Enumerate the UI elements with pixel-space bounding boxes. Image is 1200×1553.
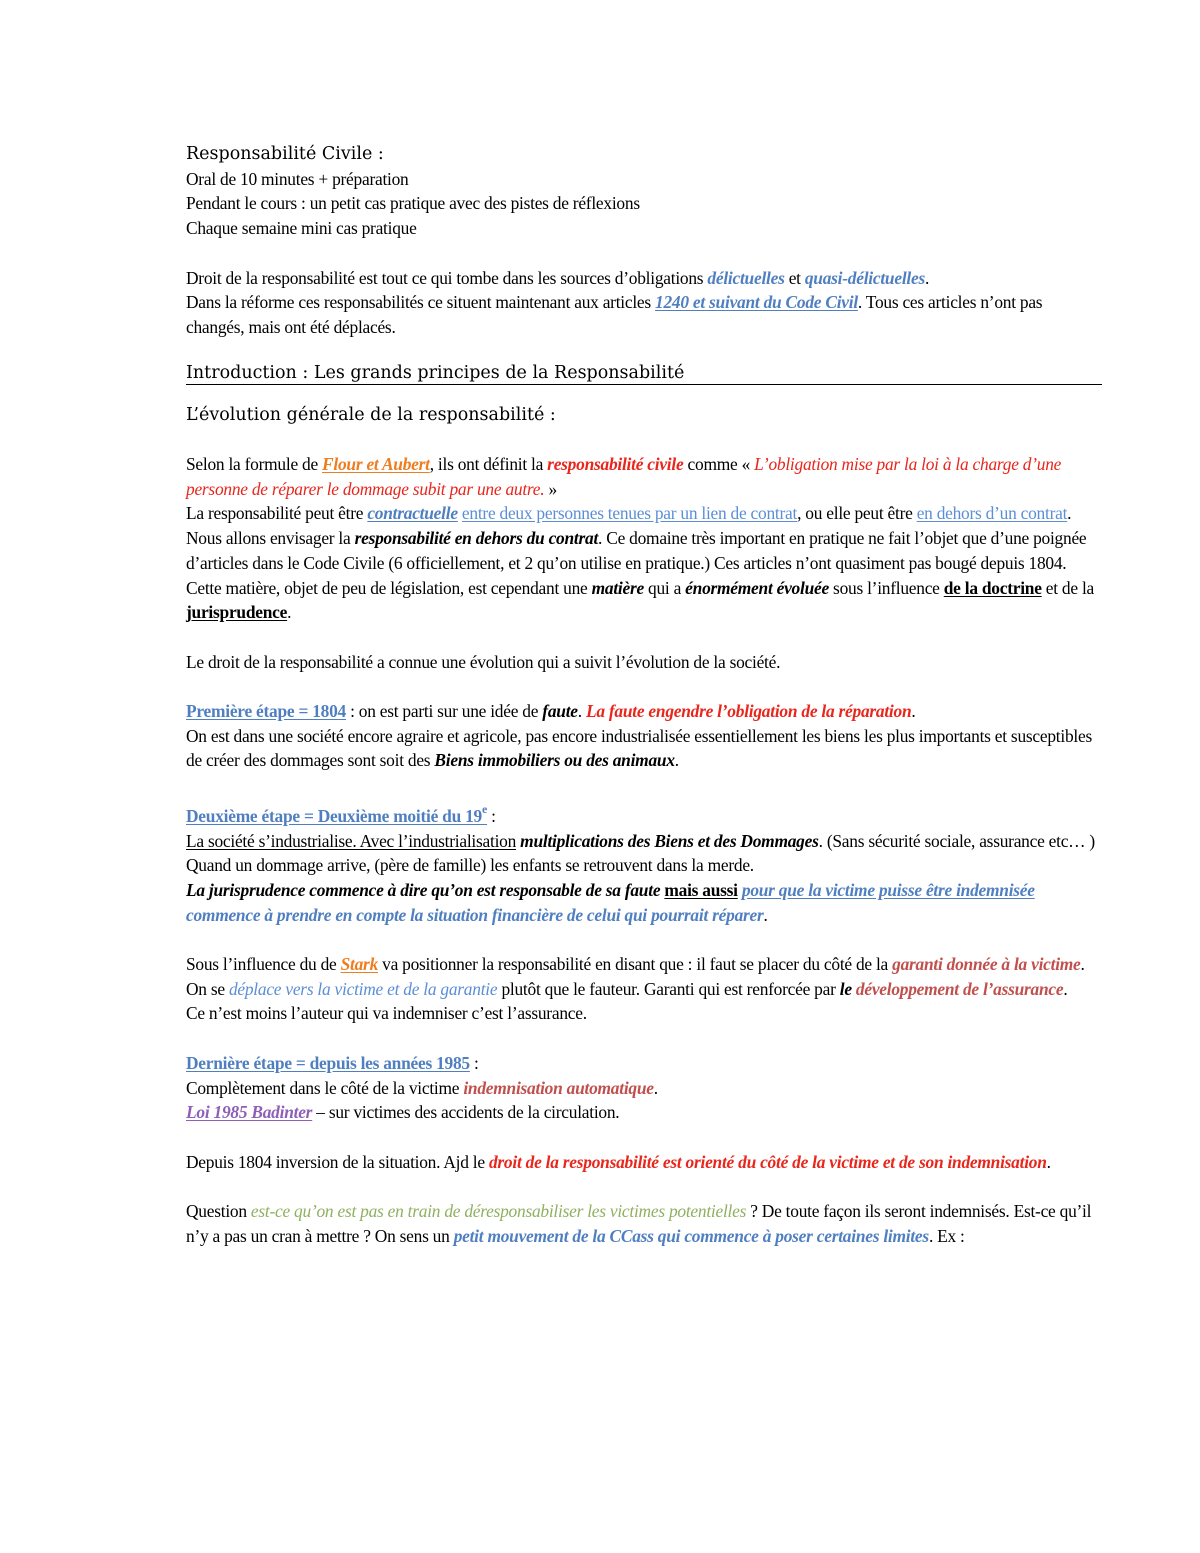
outside-contract-phrase: en dehors d’un contrat	[916, 503, 1068, 524]
doc-title: Responsabilité Civile :	[186, 144, 384, 164]
faute-obligation: La faute engendre l’obligation de la réparation	[585, 701, 912, 721]
victime-orientation: droit de la responsabilité est orienté du côté de la victime et de son indemnisation	[488, 1151, 1047, 1172]
deplace-phrase: déplace vers la victime et de la garantie	[228, 978, 498, 999]
subsection-heading: L’évolution générale de la responsabilité :	[186, 404, 556, 425]
matiere-paragraph: Cette matière, objet de peu de législation, est cependant une matière qui a énormément évoluée sous l’influence de la doctrine et de la jurisprudence.	[186, 577, 1094, 623]
step3-paragraph: Dernière étape = depuis les années 1985 : Complètement dans le côté de la victime indemnisation automatique. Loi 1985 Badinter – sur victimes des accidents de la circulation.	[186, 1052, 658, 1123]
header-line: Chaque semaine mini cas pratique	[186, 218, 417, 239]
step3-label: Dernière étape = depuis les années 1985	[186, 1052, 470, 1073]
stark-paragraph: Sous l’influence du de Stark va positionner la responsabilité en disant que : il faut se placer du côté de la garanti donnée à la victime. On se déplace vers la victime et de la garantie plutôt que le fauteur. Garanti qui est renforcée par le développement de l’assurance. Ce n’est moins l’auteur qui va indemniser c’est l’assurance.	[186, 954, 1085, 1024]
term-indemnisation-automatique: indemnisation automatique	[463, 1077, 654, 1098]
industrialisation-phrase: La société s’industrialise. Avec l’industrialisation	[186, 830, 517, 851]
contract-paragraph: La responsabilité peut être contractuelle entre deux personnes tenues par un lien de contrat, ou elle peut être en dehors d’un contrat. Nous allons envisager la responsabilité en dehors du contrat. Ce domaine très important en pratique ne fait l’objet que d’une poignée d’articles dans le Code Civile (6 officiellement, et 2 qu’on utilise en pratique.) Ces articles n’ont quasiment pas bougé depuis 1804.	[186, 503, 1087, 573]
definition-quote: L’obligation mise par la loi à la charge d’une personne de réparer le dommage subit par une autre.	[186, 454, 1062, 499]
formula-paragraph: Selon la formule de Flour et Aubert, ils ont définit la responsabilité civile comme « L’obligation mise par la loi à la charge d’une personne de réparer le dommage subit par une autre. »	[186, 454, 1062, 499]
term-jurisprudence: jurisprudence	[186, 602, 288, 623]
contract-link-phrase: entre deux personnes tenues par un lien de contrat	[461, 503, 798, 524]
depuis-paragraph: Depuis 1804 inversion de la situation. Ajd le droit de la responsabilité est orienté du côté de la victime et de son indemnisation.	[186, 1151, 1051, 1172]
term-garanti: garanti donnée à la victime	[892, 954, 1081, 974]
articles-reference: 1240 et suivant du Code Civil	[655, 292, 858, 313]
header-line: Pendant le cours : un petit cas pratique avec des pistes de réflexions	[186, 193, 640, 214]
term-contractuelle: contractuelle	[367, 503, 458, 524]
term-responsabilite-civile: responsabilité civile	[547, 454, 684, 474]
term-multiplications: multiplications des Biens et des Dommages	[520, 830, 819, 851]
term-biens-immobiliers: Biens immobiliers ou des animaux	[434, 750, 675, 771]
term-mais-aussi: mais aussi	[664, 879, 738, 900]
term-quasi-delictuelles: quasi-délictuelles	[804, 267, 925, 288]
term-faute: faute	[542, 701, 578, 721]
ccass-limites: petit mouvement de la CCass qui commence à poser certaines limites	[453, 1225, 929, 1246]
header-line: Oral de 10 minutes + préparation	[186, 168, 409, 189]
term-doctrine: de la doctrine	[943, 577, 1042, 598]
evolution-line: Le droit de la responsabilité a connue une évolution qui a suivit l’évolution de la société.	[186, 651, 781, 672]
document-body	[186, 142, 1102, 1248]
victime-indemnisee: pour que la victime puisse être indemnisée	[741, 879, 1035, 900]
authors-flour-aubert: Flour et Aubert	[322, 454, 430, 474]
term-assurance: développement de l’assurance	[855, 978, 1064, 999]
term-hors-contrat: responsabilité en dehors du contrat	[354, 528, 599, 549]
section-heading: Introduction : Les grands principes de la Responsabilité	[186, 362, 1102, 385]
intro-paragraph: Droit de la responsabilité est tout ce qui tombe dans les sources d’obligations délictuelles et quasi-délictuelles. Dans la réforme ces responsabilités ce situent maintenant aux articles 1240 et suivant du Code Civil. Tous ces articles n’ont pas changés, mais ont été déplacés.	[186, 267, 1043, 337]
author-stark: Stark	[340, 954, 379, 974]
term-evoluee: énormément évoluée	[685, 577, 829, 598]
question-phrase: est-ce qu’on est pas en train de déresponsabiliser les victimes potentielles	[250, 1200, 747, 1221]
step1-paragraph: Première étape = 1804 : on est parti sur une idée de faute. La faute engendre l’obligation de la réparation. On est dans une société encore agraire et agricole, pas encore industrialisée essentiellement les biens les plus importants et susceptibles de créer des dommages sont soit des Biens immobiliers ou des animaux.	[186, 701, 1092, 771]
step2-paragraph: Deuxième étape = Deuxième moitié du 19e : La société s’industrialise. Avec l’industrialisation multiplications des Biens et des Dommages. (Sans sécurité sociale, assurance etc… ) Quand un dommage arrive, (père de famille) les enfants se retrouvent dans la merde. La jurisprudence commence à dire qu’on est responsable de sa faute mais aussi pour que la victime puisse être indemnisée commence à prendre en compte la situation financière de celui qui pourrait réparer.	[186, 802, 1095, 925]
step1-label: Première étape = 1804	[186, 701, 346, 721]
question-paragraph: Question est-ce qu’on est pas en train de déresponsabiliser les victimes potentielles ? De toute façon ils seront indemnisés. Est-ce qu’il n’y a pas un cran à mettre ? On sens un petit mouvement de la CCass qui commence à poser certaines limites. Ex :	[186, 1200, 1092, 1246]
situation-financiere: commence à prendre en compte la situation financière de celui qui pourrait réparer	[186, 904, 764, 925]
step2-label: Deuxième étape = Deuxième moitié du 19e	[186, 802, 488, 826]
term-delictuelles: délictuelles	[707, 267, 785, 288]
loi-badinter: Loi 1985 Badinter	[186, 1102, 313, 1123]
term-matiere: matière	[591, 577, 644, 598]
